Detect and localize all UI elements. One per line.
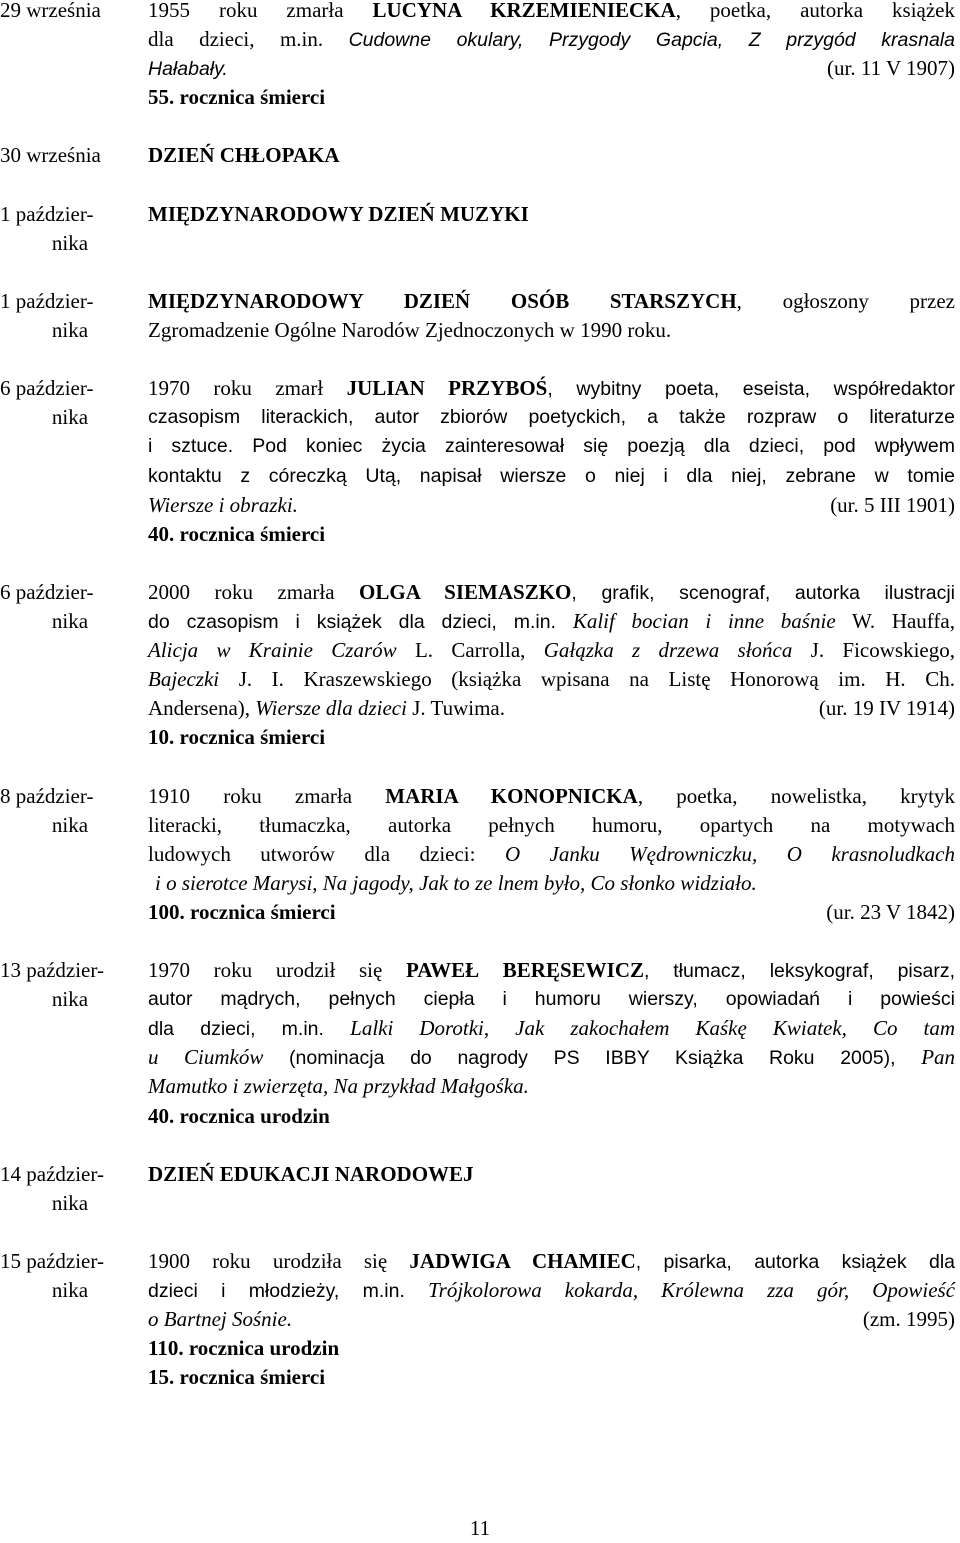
entry-date [0, 374, 148, 549]
text-line [148, 840, 955, 869]
text-segment: L. Carrolla, [396, 638, 544, 663]
text-segment: Zgromadzenie Ogólne Narodów Zjednoczonych w 1990 roku. [148, 318, 672, 343]
entry-date [0, 1247, 148, 1392]
entry-date-line: nika [51, 812, 89, 837]
book-title: Cudowne okulary, Przygody Gapcia, Z przygód krasnala [348, 29, 955, 52]
anniversary-line: 40. rocznica śmierci [148, 521, 326, 546]
date-note: (ur. 23 V 1842) [826, 899, 955, 924]
book-title: o Bartnej Sośnie. [148, 1307, 293, 1332]
text-line [148, 462, 955, 491]
entry-text [148, 0, 955, 112]
anniversary-line: 40. rocznica urodzin [148, 1103, 330, 1128]
text-line [148, 956, 955, 985]
entry-text [148, 1160, 955, 1218]
entry-date-line: 15 paździer- [0, 1249, 104, 1274]
anniversary-line: 10. rocznica śmierci [148, 725, 326, 750]
entry-date-line: 6 paździer- [0, 579, 94, 604]
entry-date-line: nika [51, 1278, 89, 1303]
entry-date [0, 578, 148, 753]
person-name: OLGA SIEMASZKO [359, 579, 572, 604]
text-segment: czasopism literackich, autor zbiorów poetyckich, a także rozpraw o literaturze [148, 406, 955, 429]
date-note: (ur. 19 IV 1914) [818, 696, 955, 721]
text-line [148, 636, 955, 665]
calendar-entry [0, 287, 960, 345]
book-title: Gałązka z drzewa słońca [543, 638, 793, 663]
date-note: (zm. 1995) [862, 1307, 955, 1332]
entry-text [148, 956, 955, 1131]
text-line [148, 898, 955, 927]
text-segment: 1900 roku urodziła się [148, 1249, 410, 1274]
calendar-entry [0, 578, 960, 753]
book-title: Wiersze i obrazki. [148, 492, 298, 517]
text-segment: 1955 roku zmarła [148, 0, 373, 22]
text-line [148, 694, 955, 723]
entry-text [148, 782, 955, 927]
text-segment: 1970 roku urodził się [148, 958, 406, 983]
anniversary-line: 110. rocznica urodzin [148, 1336, 340, 1361]
text-line [148, 665, 955, 694]
text-line [148, 1014, 955, 1043]
entry-date [0, 1160, 148, 1218]
entry-date [0, 0, 148, 112]
observance-title: MIĘDZYNARODOWY DZIEŃ MUZYKI [148, 201, 529, 226]
person-name: PAWEŁ BERĘSEWICZ [405, 958, 644, 983]
text-segment: dzieci i młodzieży, m.in. [148, 1280, 429, 1303]
text-segment: J. Tuwima. [406, 696, 505, 721]
book-title: u Ciumków [148, 1045, 264, 1070]
text-segment: dla dzieci, m.in. [148, 27, 349, 52]
text-segment: , poetka, autorka książek [675, 0, 955, 22]
entry-date-line: 30 września [0, 143, 101, 168]
entry-date-line: nika [51, 608, 89, 633]
date-note: (ur. 5 III 1901) [830, 492, 955, 517]
text-segment: , pisarka, autorka książek dla [635, 1251, 956, 1274]
book-title: Hałabały. [148, 58, 228, 81]
entry-date-line: 1 paździer- [0, 201, 94, 226]
text-segment: , tłumacz, leksykograf, pisarz, [644, 960, 956, 983]
text-line [148, 1276, 955, 1305]
page-number: 11 [469, 1516, 491, 1540]
calendar-entry [0, 782, 960, 927]
text-segment: Andersena), [148, 696, 256, 721]
observance-title: DZIEŃ CHŁOPAKA [148, 143, 340, 168]
text-segment: 1970 roku zmarł [148, 376, 347, 401]
entry-date-line: nika [51, 987, 89, 1012]
person-name: MARIA KONOPNICKA [385, 783, 638, 808]
person-name: JADWIGA CHAMIEC [409, 1249, 636, 1274]
entry-date [0, 782, 148, 927]
book-title: Bajeczki [148, 667, 220, 692]
text-segment: J. Ficowskiego, [792, 638, 955, 663]
text-line [148, 0, 955, 25]
text-segment: do czasopism i książek dla dzieci, m.in. [148, 610, 573, 633]
entry-text [148, 1247, 955, 1392]
book-title: O Janku Wędrowniczku, O krasnoludkach [504, 841, 955, 866]
anniversary-line: 100. rocznica śmierci [148, 899, 336, 924]
text-line [148, 869, 955, 898]
text-segment: i sztuce. Pod koniec życia zainteresował się poezją dla dzieci, pod wpływem [148, 435, 955, 458]
calendar-entry [0, 0, 960, 112]
entry-date-line: 14 paździer- [0, 1161, 104, 1186]
text-line [148, 432, 955, 461]
book-title: Kalif bocian i inne baśnie [572, 608, 836, 633]
text-segment: 1910 roku zmarła [148, 783, 386, 808]
text-line [148, 607, 955, 636]
calendar-entry [0, 200, 960, 258]
calendar-entry [0, 1247, 960, 1392]
calendar-entry [0, 1160, 960, 1218]
person-name: LUCYNA KRZEMIENIECKA [372, 0, 676, 22]
book-title: i o sierotce Marysi, Na jagody, Jak to ze lnem było, Co słonko widziało. [155, 870, 757, 895]
text-line [148, 287, 955, 316]
anniversary-line: 55. rocznica śmierci [148, 85, 326, 110]
text-segment: dla dzieci, m.in. [148, 1018, 351, 1041]
text-line [148, 316, 955, 345]
entry-text [148, 200, 955, 258]
book-title: Wiersze dla dzieci [255, 696, 407, 721]
entry-text [148, 141, 955, 170]
entry-date-line: nika [51, 318, 89, 343]
text-segment: , ogłoszony przez [736, 288, 955, 313]
book-title: Mamutko i zwierzęta, Na przykład Małgośka. [148, 1074, 529, 1099]
date-note: (ur. 11 V 1907) [827, 56, 955, 81]
entry-date-line: nika [51, 405, 89, 430]
entry-date [0, 287, 148, 345]
text-line [148, 985, 955, 1014]
entry-text [148, 374, 955, 549]
book-title: Alicja w Krainie Czarów [148, 638, 397, 663]
book-title: Trójkolorowa kokarda, Królewna zza gór, Opowieść [428, 1278, 956, 1303]
observance-title: DZIEŃ EDUKACJI NARODOWEJ [148, 1161, 474, 1186]
text-line [148, 374, 955, 403]
text-line [148, 1247, 955, 1276]
entry-date [0, 956, 148, 1131]
text-line [148, 54, 955, 83]
entry-date-line: nika [51, 1190, 89, 1215]
entry-date-line: 1 paździer- [0, 288, 94, 313]
text-line [148, 782, 955, 811]
entry-date-line: 6 paździer- [0, 376, 94, 401]
text-segment: kontaktu z córeczką Utą, napisał wiersze o niej i dla niej, zebrane w tomie [148, 464, 955, 487]
person-name: JULIAN PRZYBOŚ [346, 376, 548, 401]
text-line [148, 578, 955, 607]
entry-text [148, 287, 955, 345]
entry-date-line: 13 paździer- [0, 958, 104, 983]
entry-date-line: 29 września [0, 0, 101, 22]
observance-title: MIĘDZYNARODOWY DZIEŃ OSÓB STARSZYCH [148, 288, 737, 313]
book-title: Lalki Dorotki, Jak zakochałem Kaśkę Kwiatek, Co tam [350, 1016, 955, 1041]
text-segment: , wybitny poeta, eseista, współredaktor [547, 378, 955, 401]
anniversary-line: 15. rocznica śmierci [148, 1365, 326, 1390]
text-line [148, 491, 955, 520]
text-line [148, 811, 955, 840]
calendar-entry [0, 374, 960, 549]
text-segment: J. I. Kraszewskiego (książka wpisana na Listę Honorową im. H. Ch. [219, 667, 955, 692]
entry-date-line: nika [51, 230, 89, 255]
text-line [148, 403, 955, 432]
entry-text [148, 578, 955, 753]
text-segment: autor mądrych, pełnych ciepła i humoru wierszy, opowiadań i powieści [148, 988, 955, 1011]
entry-date [0, 200, 148, 258]
calendar-entry [0, 956, 960, 1131]
book-title: Pan [921, 1045, 956, 1070]
entry-date [0, 141, 148, 170]
text-segment: literacki, tłumaczka, autorka pełnych humoru, opartych na motywach [148, 812, 955, 837]
text-line [148, 1305, 955, 1334]
text-segment: (nominacja do nagrody PS IBBY Książka Roku 2005), [263, 1047, 922, 1070]
text-segment: , poetka, nowelistka, krytyk [637, 783, 955, 808]
text-line [148, 1072, 955, 1101]
text-segment: , grafik, scenograf, autorka ilustracji [571, 581, 955, 604]
text-line [148, 1043, 955, 1072]
calendar-entry [0, 141, 960, 170]
text-segment: W. Hauffa, [835, 608, 955, 633]
entry-date-line: 8 paździer- [0, 783, 94, 808]
text-segment: 2000 roku zmarła [148, 579, 360, 604]
text-line [148, 25, 955, 54]
text-segment: ludowych utworów dla dzieci: [148, 841, 505, 866]
